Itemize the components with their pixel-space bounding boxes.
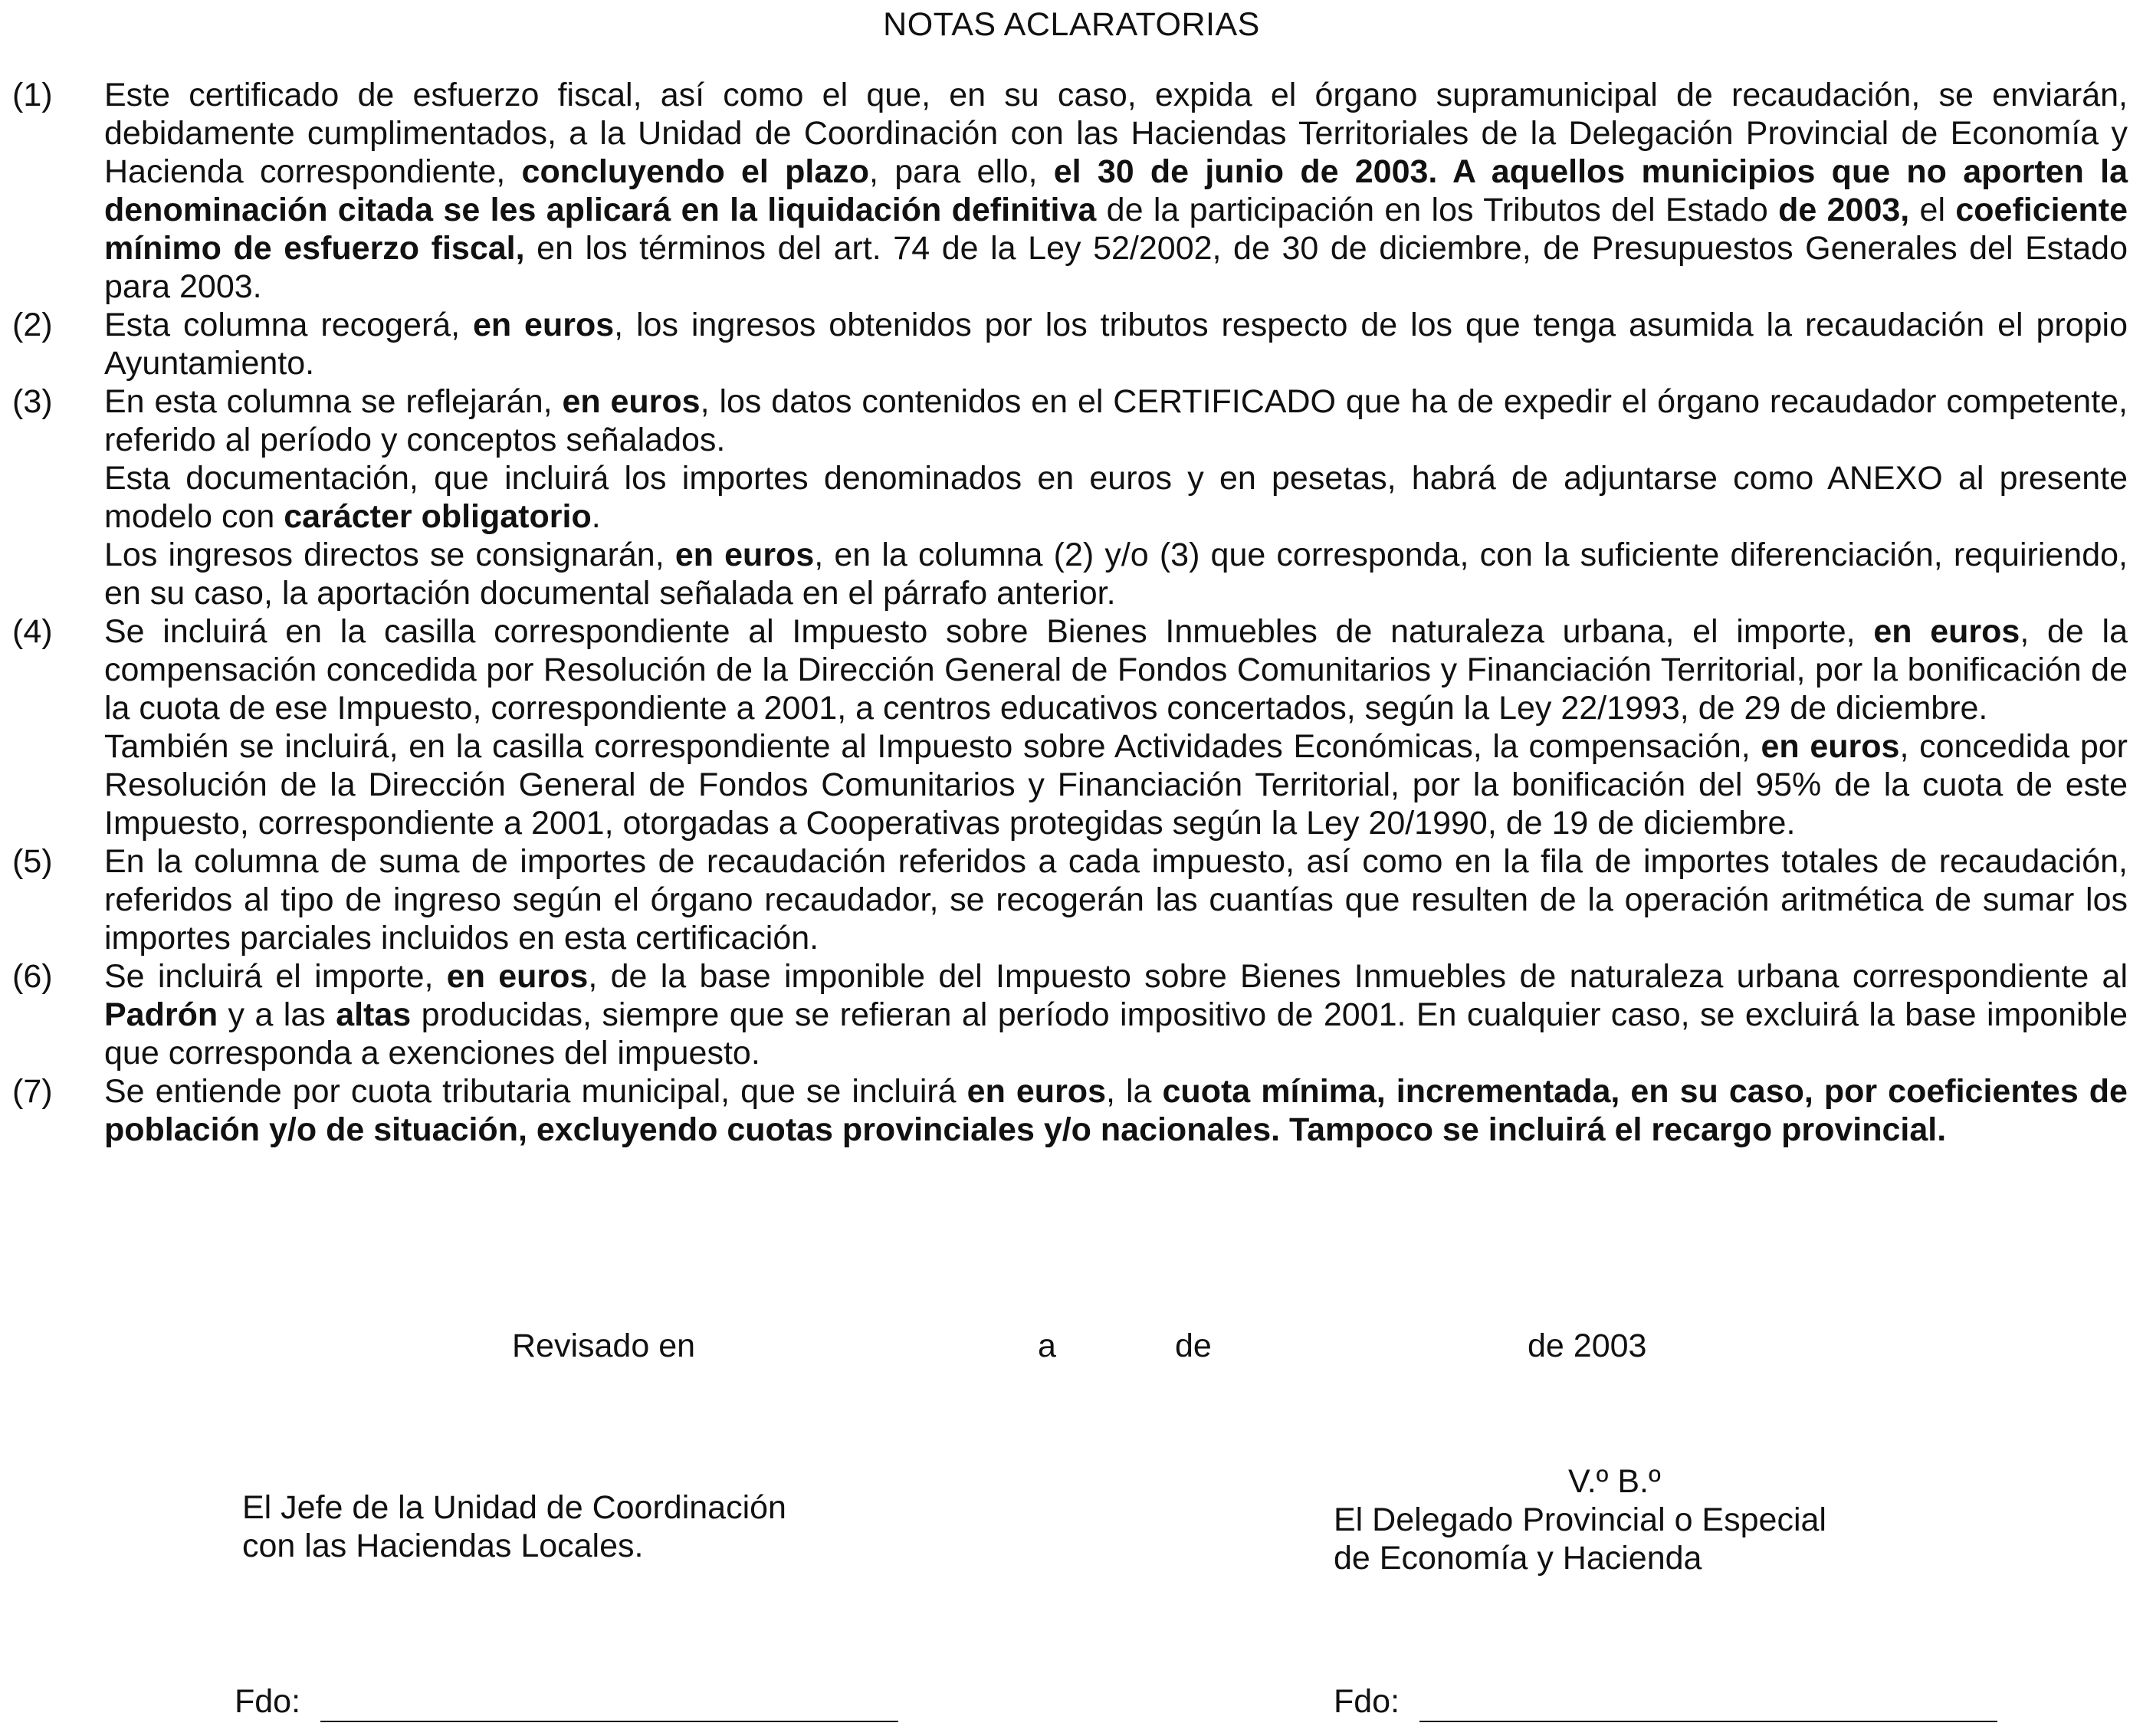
note-item [12, 612, 2128, 842]
note-paragraph [104, 382, 2128, 459]
note-text: , los datos contenidos en el CERTIFICADO que ha de expedir el órgano recaudador competente, referido al período y conceptos señalados. [104, 383, 2128, 458]
note-number: (4) [12, 613, 53, 650]
fdo-right-label: Fdo: [1334, 1683, 1400, 1720]
right-signatory [1334, 1462, 1826, 1577]
revisado-label: Revisado en [512, 1327, 696, 1364]
note-paragraph [104, 957, 2128, 1072]
right-signatory-line1: El Delegado Provincial o Especial [1334, 1501, 1826, 1538]
note-text: , los ingresos obtenidos por los tributos respecto de los que tenga asumida la recaudación el propio Ayuntamiento. [104, 307, 2128, 382]
left-signatory-line2: con las Haciendas Locales. [242, 1528, 644, 1564]
revisado-a: a [1038, 1327, 1056, 1364]
note-text: También se incluirá, en la casilla correspondiente al Impuesto sobre Actividades Económicas, la compensación, [104, 728, 1761, 765]
note-text: , concedida por Resolución de la Dirección General de Fondos Comunitarios y Financiación Territorial, por la bonificación del 95% de la cuota de este Impuesto, correspondiente a 2001, otorgadas a Cooperativas protegidas según la Ley 20/1990, de 19 de diciembre. [104, 728, 2128, 842]
note-text: En esta columna se reflejarán, [104, 383, 563, 420]
note-text: Se incluirá en la casilla correspondiente al Impuesto sobre Bienes Inmuebles de naturaleza urbana, el importe, [104, 613, 1874, 650]
emphasis-text: coeficiente mínimo de esfuerzo fiscal, [104, 192, 2128, 267]
emphasis-text: en euros [1761, 728, 1900, 765]
note-text: , en la columna (2) y/o (3) que corresponda, con la suficiente diferenciación, requiriendo, en su caso, la aportación documental señalada en el párrafo anterior. [104, 537, 2128, 612]
note-paragraph [104, 1072, 2128, 1149]
note-text: Esta documentación, que incluirá los importes denominados en euros y en pesetas, habrá de adjuntarse como ANEXO al presente modelo con [104, 460, 2128, 535]
note-paragraph [104, 536, 2128, 612]
note-item [12, 306, 2128, 382]
emphasis-text: concluyendo el plazo [521, 153, 870, 190]
emphasis-text: en euros [472, 307, 615, 343]
right-signatory-line2: de Economía y Hacienda [1334, 1540, 1702, 1577]
note-text: y a las [218, 996, 336, 1033]
fdo-right-signature-line [1419, 1721, 1997, 1722]
emphasis-text: Padrón [104, 996, 218, 1033]
note-paragraph [104, 76, 2128, 306]
note-paragraph [104, 727, 2128, 842]
revisado-year: de 2003 [1528, 1327, 1647, 1364]
vobo-label: V.º B.º [1568, 1463, 1661, 1500]
note-text: En la columna de suma de importes de recaudación referidos a cada impuesto, así como en la fila de importes totales de recaudación, referidos al tipo de ingreso según el órgano recaudador, se recogerán las cuantías que resulten de la operación aritmética de sumar los importes parciales incluidos en esta certificación. [104, 843, 2128, 957]
note-number: (3) [12, 383, 53, 420]
note-text: el [1909, 192, 1956, 228]
note-text: producidas, siempre que se refieran al período impositivo de 2001. En cualquier caso, se excluirá la base imponible que corresponda a exenciones del impuesto. [104, 996, 2128, 1071]
note-body [104, 306, 2128, 382]
note-paragraph [104, 842, 2128, 957]
emphasis-text: carácter obligatorio [284, 498, 592, 535]
note-text: , la [1105, 1073, 1163, 1110]
note-number: (1) [12, 77, 53, 113]
note-item [12, 957, 2128, 1072]
emphasis-text: en euros [674, 537, 815, 573]
note-number: (6) [12, 958, 53, 995]
note-text: Los ingresos directos se consignarán, [104, 537, 675, 573]
emphasis-text: en euros [562, 383, 701, 420]
note-text: . [591, 498, 601, 535]
note-number: (7) [12, 1073, 53, 1110]
note-text: Este certificado de esfuerzo fiscal, así como el que, en su caso, expida el órgano supramunicipal de recaudación, se enviarán, debidamente cumplimentados, a la Unidad de Coordinación con las Haciendas Territoriales de la Delegación Provincial de Economía y Hacienda correspondiente, [104, 77, 2128, 190]
note-text: , de la base imponible del Impuesto sobre Bienes Inmuebles de naturaleza urbana correspondiente al [588, 958, 2128, 995]
emphasis-text: en euros [966, 1073, 1106, 1110]
note-text: , para ello, [869, 153, 1054, 190]
note-body [104, 76, 2128, 306]
fdo-left-label: Fdo: [235, 1683, 301, 1720]
emphasis-text: cuota mínima, incrementada, en su caso, por coeficientes de población y/o de situación, excluyendo cuotas provinciales y/o nacionales. Tampoco se incluirá el recargo provincial. [104, 1073, 2128, 1148]
note-paragraph [104, 612, 2128, 727]
note-body [104, 612, 2128, 842]
note-body [104, 842, 2128, 957]
notes-list [12, 76, 2128, 1149]
page-title: NOTAS ACLARATORIAS [883, 6, 1260, 43]
note-paragraph [104, 459, 2128, 536]
note-item [12, 1072, 2128, 1149]
emphasis-text: el 30 de junio de 2003. A aquellos municipios que no aporten la denominación citada se les aplicará en la liquidación definitiva [104, 153, 2128, 228]
note-number: (5) [12, 843, 53, 880]
note-paragraph [104, 306, 2128, 382]
note-text: en los términos del art. 74 de la Ley 52/2002, de 30 de diciembre, de Presupuestos Generales del Estado para 2003. [104, 230, 2128, 305]
note-item [12, 842, 2128, 957]
left-signatory-line1: El Jefe de la Unidad de Coordinación [242, 1489, 786, 1526]
emphasis-text: altas [336, 996, 412, 1033]
note-item [12, 382, 2128, 612]
note-text: de la participación en los Tributos del Estado [1096, 192, 1779, 228]
emphasis-text: en euros [1873, 613, 2020, 650]
note-text: Se incluirá el importe, [104, 958, 447, 995]
note-text: Se entiende por cuota tributaria municipal, que se incluirá [104, 1073, 967, 1110]
emphasis-text: de 2003, [1778, 192, 1910, 228]
note-item [12, 76, 2128, 306]
left-signatory [242, 1488, 786, 1565]
note-body [104, 957, 2128, 1072]
note-text: Esta columna recogerá, [104, 307, 473, 343]
note-body [104, 1072, 2128, 1149]
revisado-de: de [1175, 1327, 1212, 1364]
note-number: (2) [12, 307, 53, 343]
note-text: , de la compensación concedida por Resolución de la Dirección General de Fondos Comunitarios y Financiación Territorial, por la bonificación de la cuota de ese Impuesto, correspondiente a 2001, a centros educativos concertados, según la Ley 22/1993, de 29 de diciembre. [104, 613, 2128, 727]
note-body [104, 382, 2128, 612]
emphasis-text: en euros [446, 958, 589, 995]
fdo-left-signature-line [320, 1721, 898, 1722]
